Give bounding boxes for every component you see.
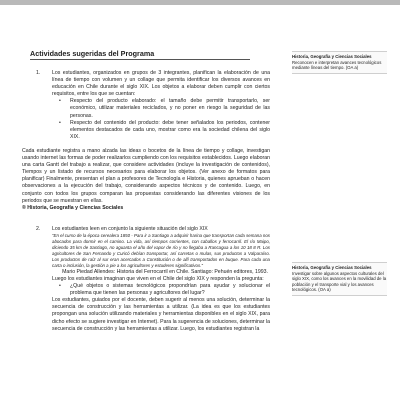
question-list [52, 283, 270, 297]
sidebar-text: Reconocen e interpretan avances tecnológicos mediante líneas del tiempo. (OA a) [292, 59, 382, 71]
question-intro: Luego los estudiantes imaginan que viven en el Chile del siglo XIX y responden la pregunta: [52, 275, 264, 282]
sidebar-heading: Historia, Geografía y Ciencias Sociales [292, 265, 372, 270]
activity-number: 1. [36, 70, 41, 76]
page-title: Actividades sugeridas del Programa [30, 49, 155, 58]
list-item: • ¿Qué objetos o sistemas tecnológicos propondrían para ayudar y solucionar el problema que tienen las personas y agricultores del lugar? [52, 283, 270, 297]
activity-intro: Los estudiantes leen en conjunto la siguiente situación del siglo XIX [52, 225, 208, 232]
activities-content [22, 70, 270, 333]
sidebar-note [292, 262, 387, 296]
list-item: • Respecto del producto elaborado: el tamaño debe permitir transportarlo, ser económico, utilizar materiales reciclados, y no poner en riesgo la seguridad de las personas. [52, 98, 270, 119]
activity-intro: Los estudiantes, organizados en grupos de 3 integrantes, planifican la elaboración de una línea de tiempo con volumen y un collage que permita identificar los diversos avances en educación en Chile durante el siglo XIX. Los objetos a elaborar deben cumplir con ciertos requisitos, entre los que se cuentan: [52, 70, 270, 98]
activity-1 [22, 70, 270, 141]
subject-tag: ® Historia, Geografía y Ciencias Sociales [22, 204, 124, 211]
title-rule [30, 59, 250, 60]
sidebar-heading: Historia, Geografía y Ciencias Sociales [292, 54, 372, 59]
activity-number: 2. [36, 225, 41, 232]
list-item: • Respecto del contenido del producto: debe tener señalados los periodos, contener elementos destacados de cada uno, mostrar como era la sociedad chilena del siglo XIX. [52, 120, 270, 141]
requirements-list [52, 98, 270, 141]
activity-2 [22, 226, 270, 333]
activity-paragraph: Cada estudiante registra a mano alzada las ideas o bocetos de la línea de tiempo y collage, investigan usando internet las formas de poder realizarlos cumpliendo con los requisitos establecidos. Luego elaboran una carta Gantt del trabajo a realizar, que considere actividades (incluye la investigación de contenidos), Tiempos y un listado de recursos necesarios para elaborar los objetos. (Ver anexo de formatos para planificar) Finalmente, presentan el plan a profesores de Tecnología e Historia, quienes aprueban o hacen observaciones a la ejecución del trabajo, considerando aspectos técnicos y de contenido. Luego, en conjunto con todos los grupos comparan las propuestas considerando las diferentes visiones de los periodos que se muestran en ellas. [22, 147, 270, 204]
sidebar-text: Investigar sobre algunos aspectos culturales del siglo XIX, como los avances en la movilidad de la población y el transporte vial y los avances tecnológicos. (OA a) [292, 270, 387, 293]
quote-reference: Mario Piedad Allendes: Historia del Ferrocarril en Chile. Santiago: Pehuén editores, 1993. [62, 268, 268, 275]
historical-quote: "En el curso de la época cerealera 1850 - Para ir a Santiago a adquirir harina que transportan cada semana nos abocados para dormir en el camino. La vida, así tiempos corrientes, con caballos y ferrocarril. El río Maipo, diciendo 35 km de Santiago, no aguanta el año del vapor de río y no llegaba a Rancagua a los 10 18 8 R. Los agricultores de San Fernando y Curicó debían transportar, así carretas o mulas, sus productos a Valparaíso. Los productos de raíz al sur eran acercados a Constitución o de allí transportados en buque. Para cada una carta o inclusión, la gestión a pie a los agricultores y estuderes significativos." [52, 232, 270, 268]
activity-paragraph: Los estudiantes, guiados por el docente, deben sugerir al menos una solución, determinar la secuencia de construcción y las herramientas a utilizar. (La idea es que los estudiantes propongan una solución utilizando materiales y herramientas disponibles en el siglo XIX, para dicho efecto se sugiere investigar en Internet). Para la sugerencia de soluciones, determinar la secuencia de construcción y las herramientas a utilizar. Luego, los estudiantes registran la [52, 297, 270, 332]
top-bar [0, 0, 400, 5]
sidebar-note [292, 51, 387, 74]
